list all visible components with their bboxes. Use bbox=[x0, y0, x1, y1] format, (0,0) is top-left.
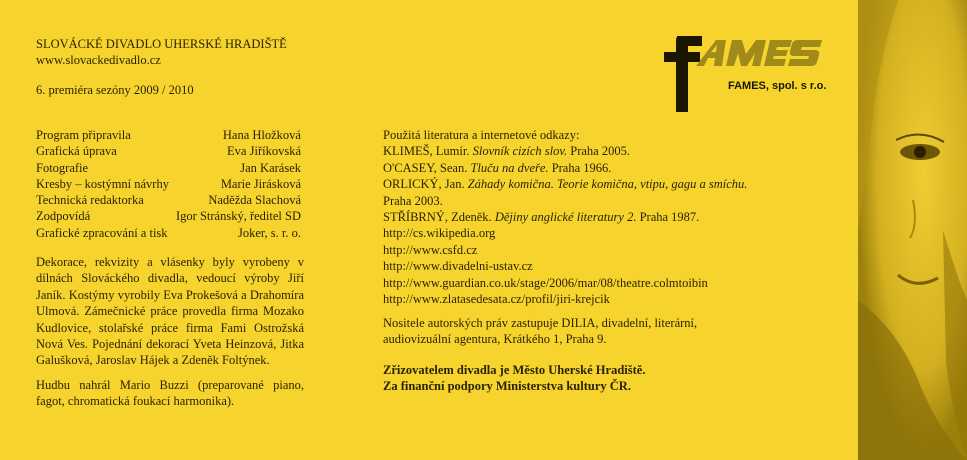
support-line: Za finanční podpory Ministerstva kultury ČR. bbox=[383, 379, 631, 394]
ref-title: Slovník cizích slov. bbox=[472, 144, 568, 159]
ref-title: Dějiny anglické literatury 2. bbox=[494, 209, 637, 224]
ref-title: Záhady komična. Teorie komična, vtipu, gagu a smíchu. bbox=[467, 177, 748, 192]
credit-row bbox=[36, 192, 301, 208]
ref-title: Tluču na dveře. bbox=[470, 160, 549, 175]
literature-list bbox=[383, 127, 747, 307]
credit-role: Grafická úprava bbox=[36, 144, 117, 159]
credit-role: Fotografie bbox=[36, 160, 89, 175]
web-link[interactable]: http://cs.wikipedia.org bbox=[383, 226, 496, 241]
credits-list bbox=[36, 127, 301, 241]
music-paragraph: Hudbu nahrál Mario Buzzi (preparované piano, fagot, chromatická foukací harmonika). bbox=[36, 378, 304, 409]
credit-name: Hana Hložková bbox=[222, 128, 301, 142]
credit-role: Program připravila bbox=[36, 128, 131, 142]
founder-support bbox=[383, 362, 645, 395]
premiere-line bbox=[36, 82, 194, 98]
ref-rest: Praha 2005. bbox=[570, 144, 630, 159]
credit-row bbox=[36, 176, 301, 192]
ref-rest: Praha 1966. bbox=[551, 160, 612, 175]
credit-row bbox=[36, 208, 301, 224]
ref-author: ORLICKÝ, Jan. bbox=[383, 177, 465, 192]
portrait-photo bbox=[858, 0, 967, 460]
founder-line: Zřizovatelem divadla je Město Uherské Hradiště. bbox=[383, 363, 646, 377]
credit-name: Eva Jiříkovská bbox=[227, 144, 301, 159]
theatre-name: SLOVÁCKÉ DIVADLO UHERSKÉ HRADIŠTĚ bbox=[36, 37, 287, 51]
ref-rest: Praha 2003. bbox=[383, 193, 443, 208]
ref-author: O'CASEY, Sean. bbox=[383, 160, 468, 175]
credit-name: Marie Jirásková bbox=[220, 176, 301, 191]
literature-ref bbox=[383, 143, 747, 159]
website: www.slovackedivadlo.cz bbox=[36, 53, 161, 67]
fames-logo bbox=[658, 36, 828, 112]
credit-row bbox=[36, 127, 301, 143]
ref-rest: Praha 1987. bbox=[639, 209, 700, 224]
credit-row bbox=[36, 225, 301, 241]
credit-role: Grafické zpracování a tisk bbox=[36, 225, 168, 240]
literature-heading: Použitá literatura a internetové odkazy: bbox=[383, 128, 580, 142]
literature-ref bbox=[383, 209, 747, 225]
literature-ref bbox=[383, 160, 747, 176]
web-link[interactable]: http://www.csfd.cz bbox=[383, 242, 478, 257]
ref-author: KLIMEŠ, Lumír. bbox=[383, 144, 470, 159]
credit-row bbox=[36, 160, 301, 176]
literature-ref bbox=[383, 176, 747, 192]
credit-row bbox=[36, 143, 301, 159]
credit-name: Joker, s. r. o. bbox=[237, 225, 301, 240]
production-paragraph: Dekorace, rekvizity a vlásenky byly vyrobeny v dílnách Slováckého divadla, vedoucí výroby Jiří Janík. Kostýmy vyrobily Eva Prokešová a Drahomíra Ulmová. Zámečnické práce provedla firma Mozako Kudlovice, stolařské práce firma Fami Ostrožská Nová Ves. Pojednání dekorací Yveta Heinzová, Jitka Galušková, Jaroslav Hájek a Zdeněk Foltýnek. bbox=[36, 255, 304, 368]
header-block bbox=[36, 36, 287, 68]
credit-name: Naděžda Slachová bbox=[208, 193, 301, 208]
literature-ref bbox=[383, 193, 747, 209]
ref-author: STŘÍBRNÝ, Zdeněk. bbox=[383, 209, 492, 224]
logo-subtitle: FAMES, spol. s r.o. bbox=[728, 80, 827, 92]
web-link[interactable]: http://www.divadelni-ustav.cz bbox=[383, 259, 533, 274]
credit-name: Igor Stránský, ředitel SD bbox=[176, 209, 301, 224]
credit-name: Jan Karásek bbox=[240, 160, 301, 175]
web-link[interactable]: http://www.guardian.co.uk/stage/2006/mar/08/theatre.colmtoibin bbox=[383, 275, 708, 290]
web-link[interactable]: http://www.zlatasedesata.cz/profil/jiri-krejcik bbox=[383, 291, 610, 306]
credit-role: Technická redaktorka bbox=[36, 193, 144, 208]
credit-role: Zodpovídá bbox=[36, 209, 91, 224]
rights-note: Nositele autorských práv zastupuje DILIA, divadelní, literární, audiovizuální agentura, Krátkého 1, Praha 9. bbox=[383, 316, 698, 347]
premiere-text: 6. premiéra sezóny 2009 / 2010 bbox=[36, 83, 194, 97]
credit-role: Kresby – kostýmní návrhy bbox=[36, 176, 169, 191]
